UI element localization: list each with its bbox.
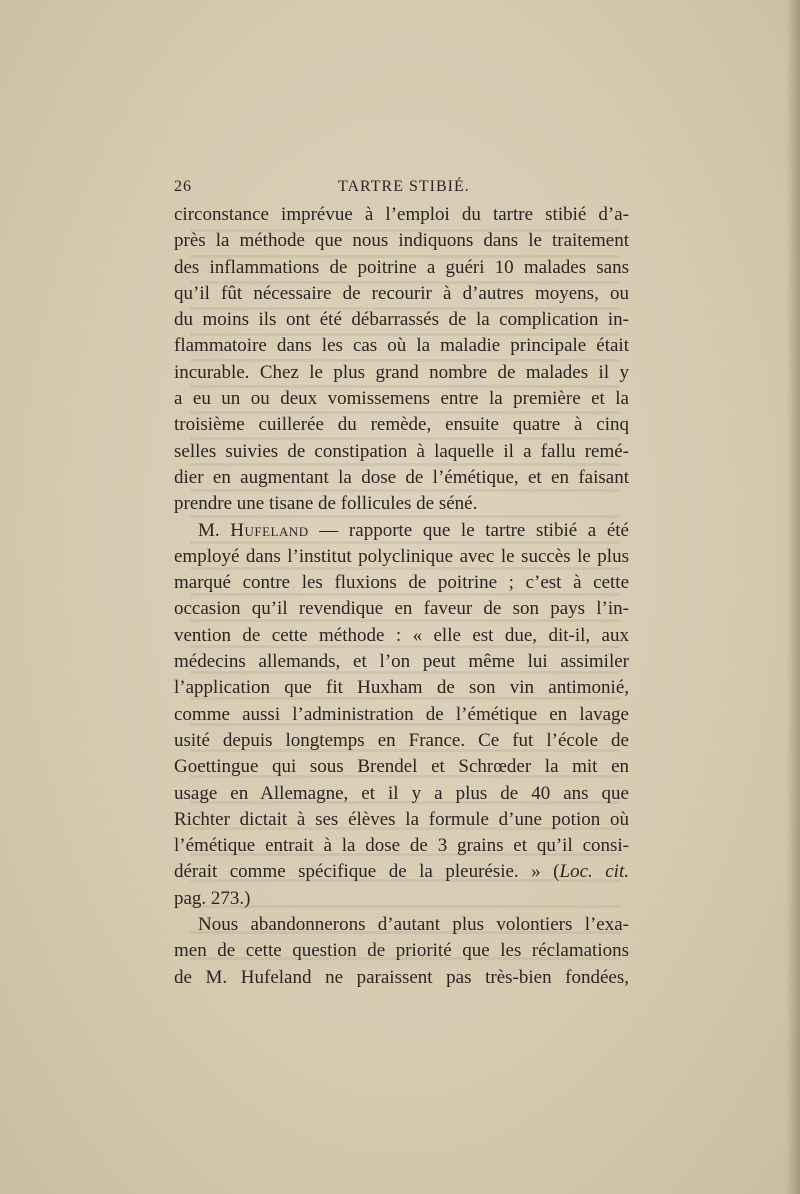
text-line: men de cette question de priorité que les réclamations — [174, 940, 629, 962]
author-name: Hufeland — [230, 519, 309, 541]
text-line: selles suivies de constipation à laquelle il a fallu remé- — [174, 440, 629, 462]
text-line: usage en Allemagne, et il y a plus de 40 ans que — [174, 782, 629, 804]
text-line: Nous abandonnerons d’autant plus volontiers l’exa- — [198, 914, 629, 936]
text-line: de M. Hufeland ne paraissent pas très-bien fondées, — [174, 966, 629, 988]
page-header — [174, 178, 629, 200]
text-line: employé dans l’institut polyclinique avec le succès le plus — [174, 545, 629, 567]
text-line: troisième cuillerée du remède, ensuite quatre à cinq — [174, 414, 629, 436]
citation-before: dérait comme spécifique de la pleurésie. » ( — [174, 861, 560, 883]
text-line: Goettingue qui sous Brendel et Schrœder la mit en — [174, 756, 629, 778]
text-line: marqué contre les fluxions de poitrine ; c’est à cette — [174, 572, 629, 594]
text-line: prendre une tisane de follicules de séné. — [174, 493, 478, 515]
page-number: 26 — [174, 178, 192, 195]
citation-reference: Loc. cit. — [559, 861, 629, 883]
text-line: dier en augmentant la dose de l’émétique, et en faisant — [174, 466, 629, 488]
text-line: qu’il fût nécessaire de recourir à d’autres moyens, ou — [174, 282, 629, 304]
text-line: des inflammations de poitrine a guéri 10 malades sans — [174, 256, 629, 278]
text-line: usité depuis longtemps en France. Ce fut l’école de — [174, 729, 629, 751]
text-line: incurable. Chez le plus grand nombre de malades il y — [174, 361, 629, 383]
text-line-first — [174, 518, 629, 544]
line-rest: — rapporte que le tartre stibié a été — [308, 519, 629, 541]
running-title: TARTRE STIBIÉ. — [338, 178, 470, 195]
text-line: du moins ils ont été débarrassés de la complication in- — [174, 309, 629, 331]
text-line: pag. 273.) — [174, 887, 251, 909]
text-line: comme aussi l’administration de l’émétique en lavage — [174, 703, 629, 725]
paragraph-3 — [174, 912, 629, 991]
name-prefix: M. — [198, 519, 231, 541]
text-line: l’application que fit Huxham de son vin antimonié, — [174, 677, 629, 699]
text-line: flammatoire dans les cas où la maladie principale était — [174, 335, 629, 357]
text-line: près la méthode que nous indiquons dans le traitement — [174, 230, 629, 252]
paragraph-2 — [174, 518, 629, 912]
text-line: médecins allemands, et l’on peut même lui assimiler — [174, 651, 629, 673]
text-line: Richter dictait à ses élèves la formule d’une potion où — [174, 808, 629, 830]
text-line: circonstance imprévue à l’emploi du tartre stibié d’a- — [174, 204, 629, 225]
citation-line — [174, 859, 629, 885]
text-line: l’émétique entrait à la dose de 3 grains et qu’il consi- — [174, 835, 629, 857]
text-line: a eu un ou deux vomissemens entre la première et la — [174, 388, 629, 410]
text-line: occasion qu’il revendique en faveur de son pays l’in- — [174, 598, 629, 620]
paragraph-1 — [174, 202, 629, 518]
page-edge-shadow — [786, 0, 800, 1194]
body-text — [174, 202, 629, 991]
text-line: vention de cette méthode : « elle est due, dit-il, aux — [174, 624, 629, 646]
